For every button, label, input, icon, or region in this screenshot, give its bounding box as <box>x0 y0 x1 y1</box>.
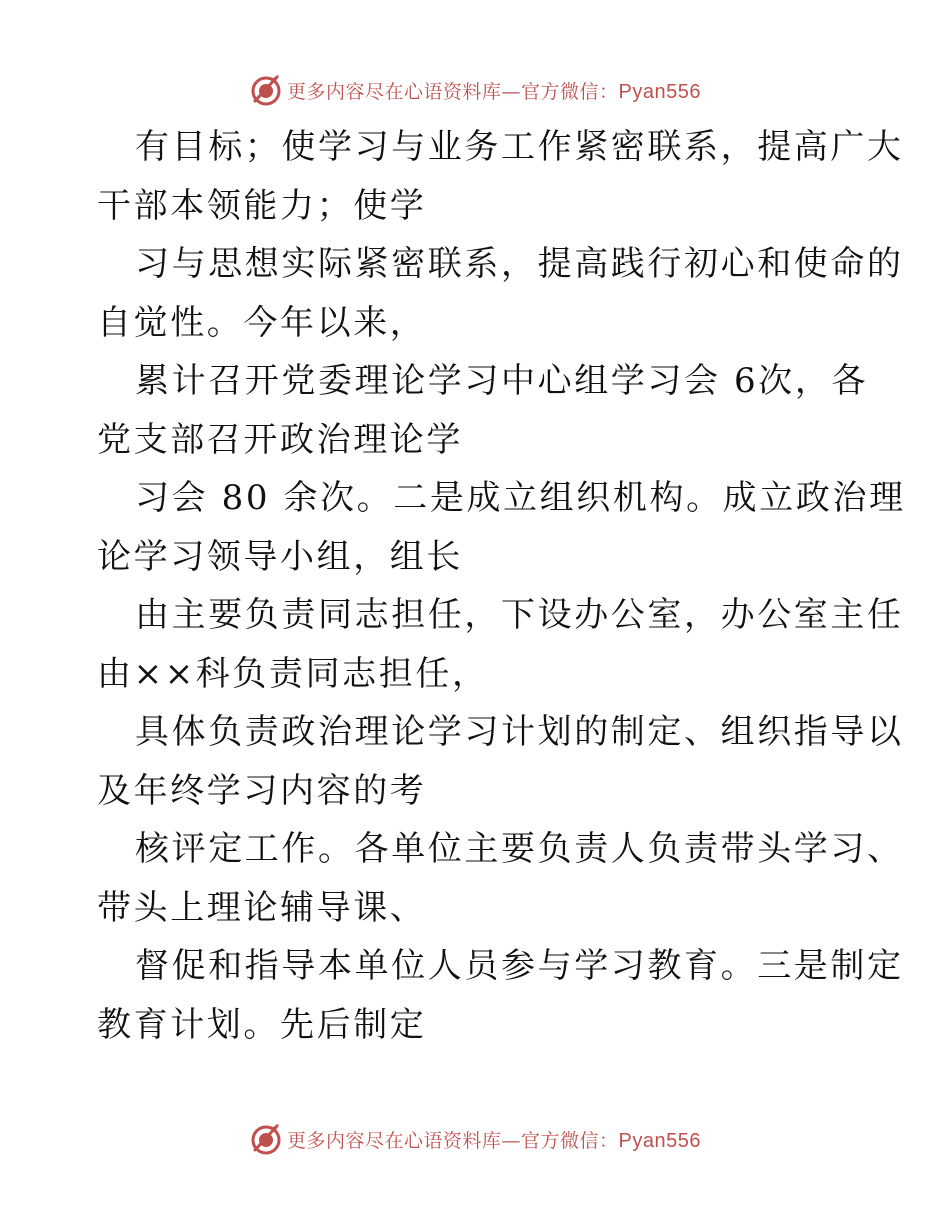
paragraph-line: 带头上理论辅导课、 <box>97 887 427 928</box>
paragraph-line: 具体负责政治理论学习计划的制定、组织指导以 <box>135 712 904 752</box>
paragraph <box>97 703 904 820</box>
paragraph <box>97 469 906 586</box>
quill-logo-icon <box>249 1122 283 1156</box>
paragraph-line: 由主要负责同志担任，下设办公室，办公室主任 <box>135 595 904 635</box>
paragraph <box>97 235 904 352</box>
paragraph <box>97 352 869 469</box>
header-banner-text: 更多内容尽在心语资料库—官方微信：Pyan556 <box>287 80 701 103</box>
document-body <box>97 118 906 1054</box>
paragraph-line: 习与思想实际紧密联系，提高践行初心和使命的 <box>135 244 904 284</box>
paragraph <box>97 586 904 703</box>
header-watermark-banner <box>0 70 950 110</box>
paragraph-line: 有目标；使学习与业务工作紧密联系，提高广大 <box>135 127 904 167</box>
paragraph-line: 督促和指导本单位人员参与学习教育。三是制定 <box>135 946 904 986</box>
paragraph-line: 习会 80 余次。二是成立组织机构。成立政治理 <box>135 478 906 518</box>
quill-logo-icon <box>249 73 283 107</box>
paragraph <box>97 937 904 1054</box>
paragraph-line: 教育计划。先后制定 <box>97 1004 427 1045</box>
footer-watermark-banner <box>0 1119 950 1159</box>
footer-banner-text: 更多内容尽在心语资料库—官方微信：Pyan556 <box>287 1129 701 1152</box>
paragraph-line: 及年终学习内容的考 <box>97 770 427 811</box>
paragraph-line: 累计召开党委理论学习中心组学习会 6次，各 <box>135 361 869 401</box>
paragraph-line: 由××科负责同志担任， <box>97 653 489 694</box>
paragraph <box>97 118 904 235</box>
paragraph-line: 干部本领能力；使学 <box>97 185 427 226</box>
paragraph-line: 党支部召开政治理论学 <box>97 419 463 460</box>
paragraph-line: 自觉性。今年以来， <box>97 302 427 343</box>
paragraph <box>97 820 904 937</box>
paragraph-line: 核评定工作。各单位主要负责人负责带头学习、 <box>135 829 904 869</box>
paragraph-line: 论学习领导小组，组长 <box>97 536 463 577</box>
